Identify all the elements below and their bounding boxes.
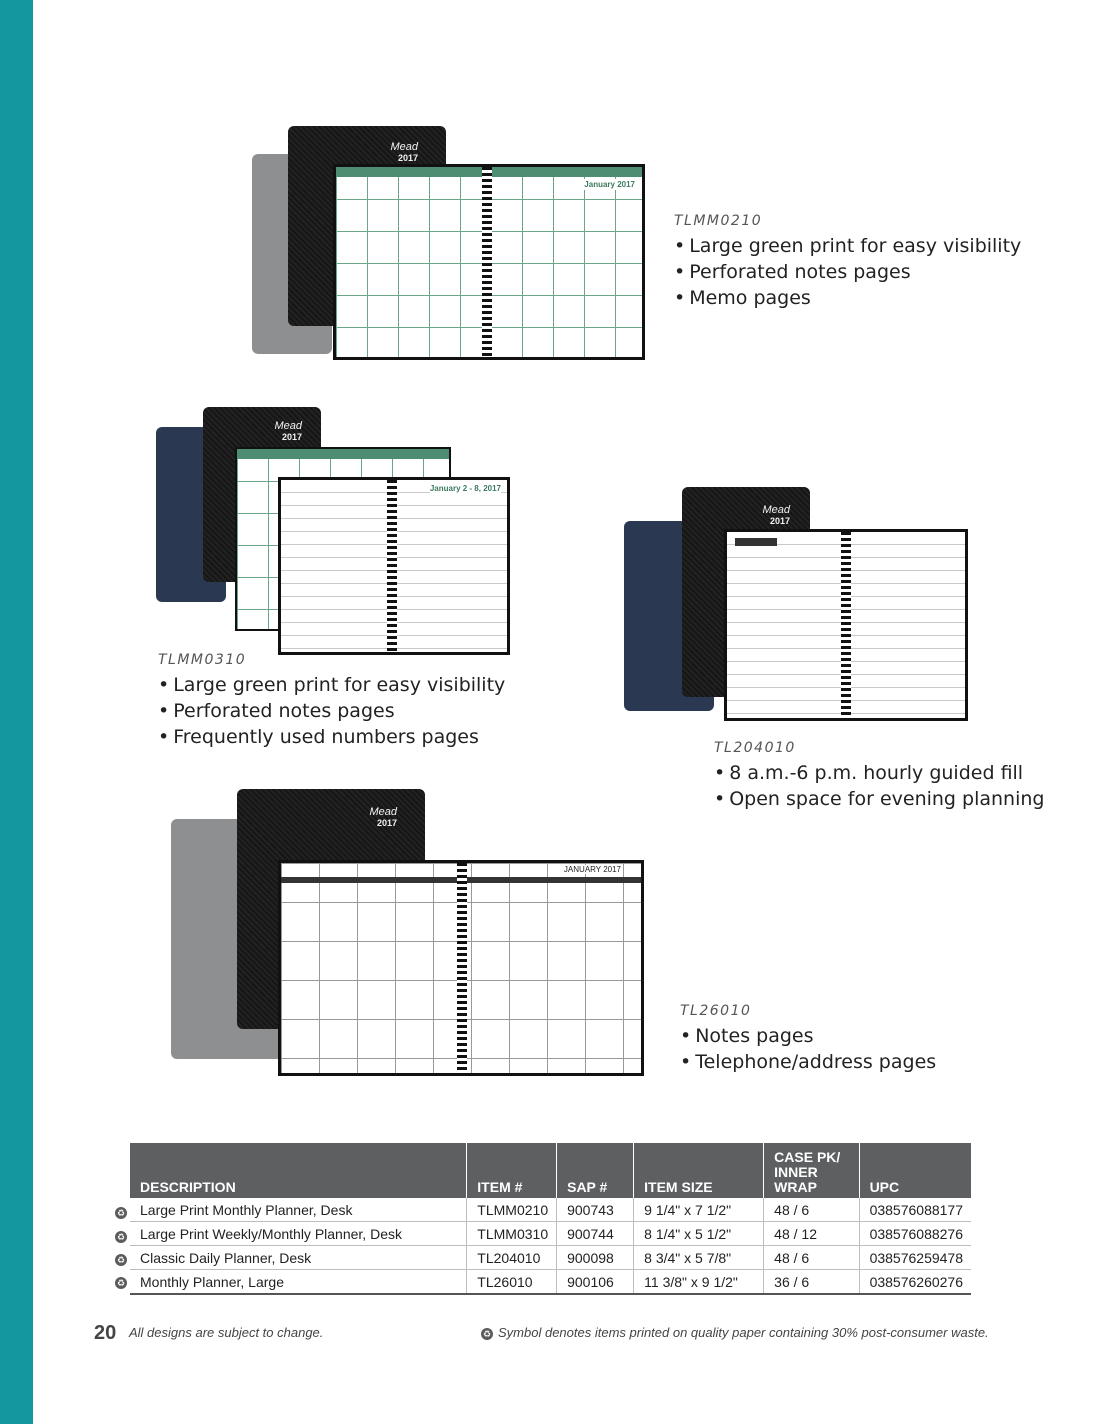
cell-item: TL26010 [467, 1270, 557, 1295]
recycle-icon: ♻ [116, 1232, 126, 1242]
brand-logo: Mead 2017 [390, 141, 418, 163]
cell-upc: 038576088177 [859, 1198, 971, 1222]
cell-description: Monthly Planner, Large [130, 1270, 467, 1295]
brand-logo: Mead 2017 [762, 504, 790, 526]
product-image-tlmm0210 [248, 120, 648, 365]
recycle-icon: ♻ [116, 1278, 126, 1288]
spiral-binding [457, 863, 467, 1073]
table-row [130, 1198, 971, 1222]
cell-size: 8 1/4" x 5 1/2" [634, 1222, 764, 1246]
feature-item: • Perforated notes pages [674, 259, 1021, 285]
product-image-tl26010 [165, 785, 650, 1080]
table-row [130, 1270, 971, 1295]
month-title: January 2017 [584, 180, 635, 189]
cell-case: 48 / 6 [764, 1198, 859, 1222]
day-header [237, 449, 449, 459]
cell-description: Large Print Monthly Planner, Desk [130, 1198, 467, 1222]
cell-case: 36 / 6 [764, 1270, 859, 1295]
product-image-tl204010 [620, 485, 970, 725]
cell-description: Large Print Weekly/Monthly Planner, Desk [130, 1222, 467, 1246]
product-tl26010 [680, 1003, 936, 1075]
cell-sap: 900106 [557, 1270, 634, 1295]
col-upc: UPC [859, 1143, 971, 1198]
product-tl204010 [714, 740, 1044, 812]
col-case-pk: CASE PK/ INNER WRAP [764, 1143, 859, 1198]
item-code: TLMM0210 [674, 213, 763, 229]
symbol-note: Symbol denotes items printed on quality paper containing 30% post-consumer waste. [498, 1325, 989, 1340]
item-code: TLMM0310 [158, 652, 247, 668]
product-table [130, 1143, 971, 1295]
cell-case: 48 / 12 [764, 1222, 859, 1246]
table-row [130, 1246, 971, 1270]
feature-item: • Memo pages [674, 285, 1021, 311]
daily-page [724, 529, 968, 721]
feature-item: • 8 a.m.-6 p.m. hourly guided fill [714, 760, 1044, 786]
feature-item: • Notes pages [680, 1023, 936, 1049]
col-item-size: ITEM SIZE [634, 1143, 764, 1198]
cell-upc: 038576088276 [859, 1222, 971, 1246]
cell-item: TLMM0210 [467, 1198, 557, 1222]
table-row [130, 1222, 971, 1246]
table-header-row [130, 1143, 971, 1198]
col-sap: SAP # [557, 1143, 634, 1198]
product-image-tlmm0310 [150, 405, 510, 655]
cell-size: 9 1/4" x 7 1/2" [634, 1198, 764, 1222]
page-number: 20 [94, 1322, 117, 1344]
product-tlmm0210 [674, 213, 1021, 311]
feature-list [714, 760, 1044, 812]
col-description: DESCRIPTION [130, 1143, 467, 1198]
feature-list [158, 672, 505, 750]
cell-upc: 038576259478 [859, 1246, 971, 1270]
recycle-icon: ♻ [116, 1255, 126, 1265]
feature-list [680, 1023, 936, 1075]
month-tab [735, 538, 777, 546]
cell-case: 48 / 6 [764, 1246, 859, 1270]
cell-sap: 900098 [557, 1246, 634, 1270]
feature-item: • Open space for evening planning [714, 786, 1044, 812]
feature-item: • Large green print for easy visibility [158, 672, 505, 698]
cell-size: 8 3/4" x 5 7/8" [634, 1246, 764, 1270]
recycle-icon: ♻ [116, 1208, 126, 1218]
feature-item: • Frequently used numbers pages [158, 724, 505, 750]
monthly-page [278, 860, 644, 1076]
cell-item: TL204010 [467, 1246, 557, 1270]
item-code: TL26010 [680, 1003, 752, 1019]
month-title: JANUARY 2017 [563, 865, 621, 874]
cell-sap: 900743 [557, 1198, 634, 1222]
cell-size: 11 3/8" x 9 1/2" [634, 1270, 764, 1295]
brand-logo: Mead 2017 [369, 806, 397, 828]
cell-item: TLMM0310 [467, 1222, 557, 1246]
cell-upc: 038576260276 [859, 1270, 971, 1295]
planner-page [333, 164, 645, 360]
cell-sap: 900744 [557, 1222, 634, 1246]
col-item: ITEM # [467, 1143, 557, 1198]
item-code: TL204010 [714, 740, 796, 756]
weekly-page [278, 477, 510, 655]
week-title: January 2 - 8, 2017 [429, 484, 501, 493]
cell-description: Classic Daily Planner, Desk [130, 1246, 467, 1270]
recycle-icon: ♻ [482, 1329, 492, 1339]
side-accent-stripe [0, 0, 33, 1424]
spiral-binding [387, 480, 397, 652]
spiral-binding [482, 167, 492, 357]
spiral-binding [841, 532, 851, 718]
brand-logo: Mead 2017 [274, 420, 302, 442]
feature-item: • Large green print for easy visibility [674, 233, 1021, 259]
feature-list [674, 233, 1021, 311]
product-tlmm0310 [158, 652, 505, 750]
feature-item: • Perforated notes pages [158, 698, 505, 724]
feature-item: • Telephone/address pages [680, 1049, 936, 1075]
disclaimer: All designs are subject to change. [129, 1325, 324, 1340]
